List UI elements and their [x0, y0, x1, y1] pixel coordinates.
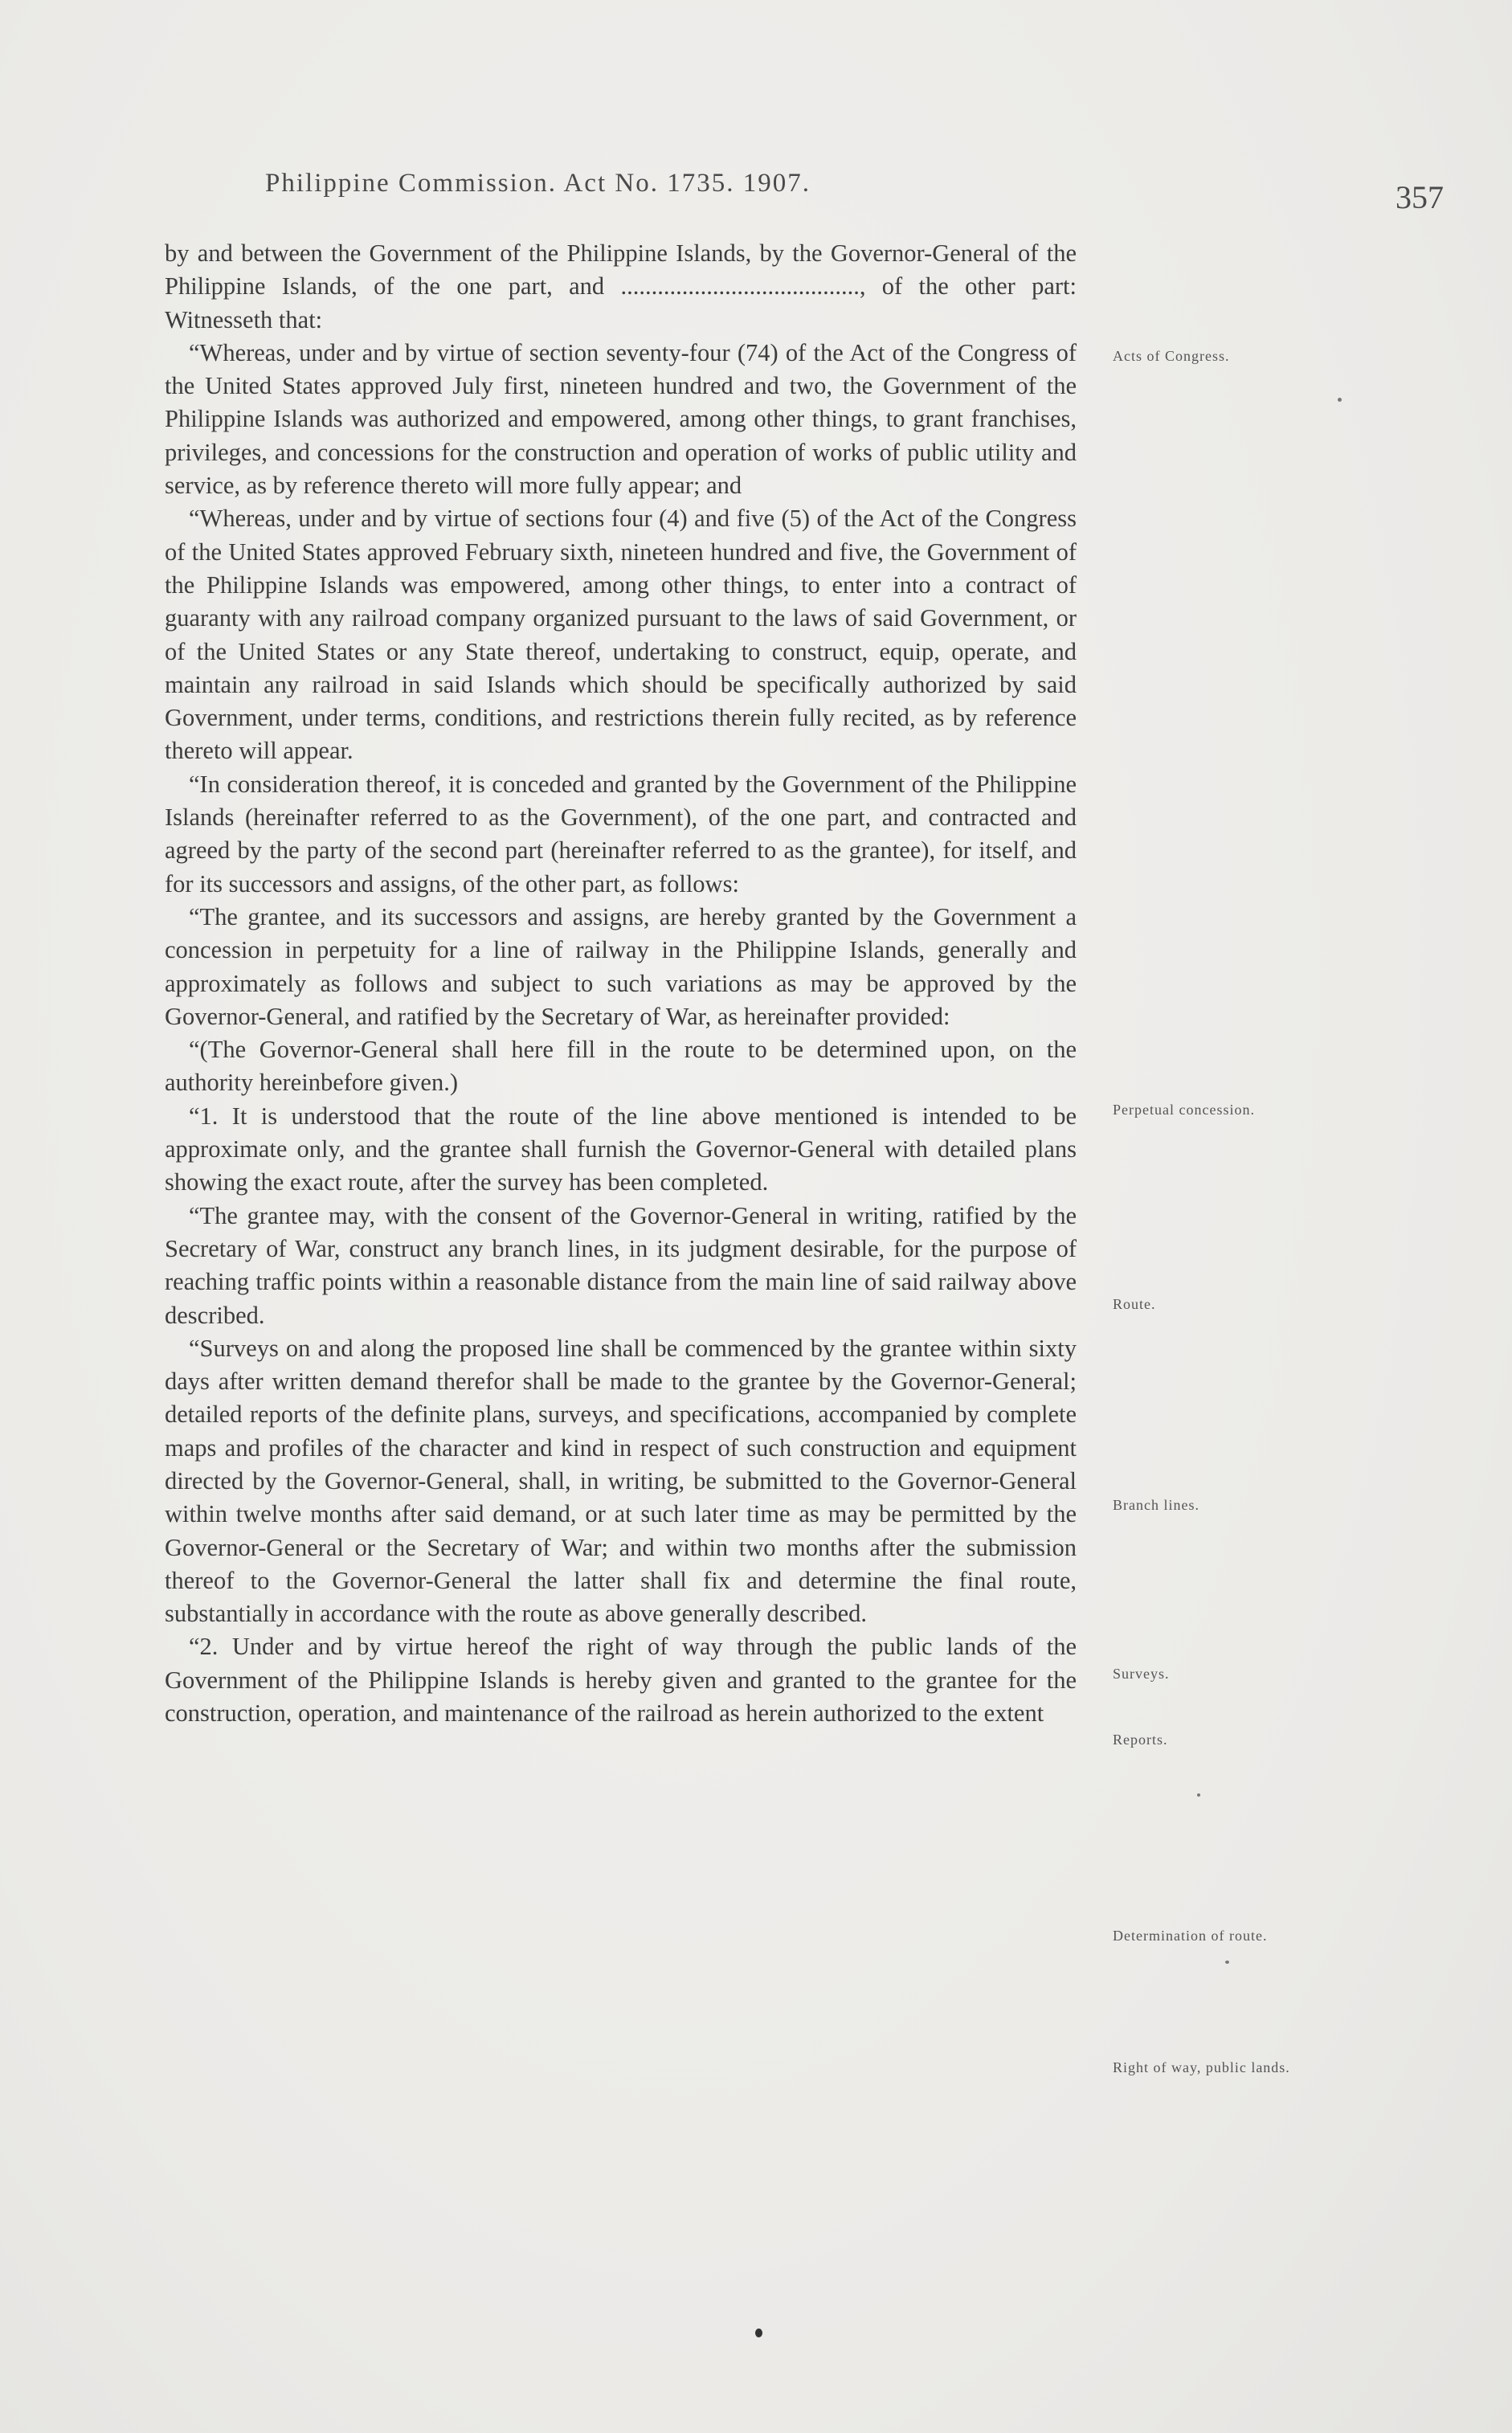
running-head: Philippine Commission. Act No. 1735. 1907. [265, 169, 811, 198]
paragraph-perpetual-concession: “The grantee, and its successors and assigns, are hereby granted by the Government a concession in perpetuity for a line of railway in the Philippine Islands, generally and approximately as follows and subject to such variations as may be approved by the Governor-General, and ratified by the Secretary of War, as hereinafter provided: [165, 902, 1077, 1030]
sidenote-acts-of-congress: Acts of Congress. [1113, 348, 1230, 364]
paragraph-section-1: “1. It is understood that the route of the line above mentioned is intended to be approximate only, and the grantee shall furnish the Governor-General with detailed plans showing the exact route, after the survey has been completed. [165, 1102, 1077, 1196]
paragraph-whereas-1: “Whereas, under and by virtue of section seventy-four (74) of the Act of the Congress of the United States approved July first, nineteen hundred and two, the Government of the Philippine Islands was authorized and empowered, among other things, to grant franchises, privileges, and concessions for the construction and operation of works of public utility and service, as by reference thereto will more fully appear; and [165, 338, 1077, 500]
body-text [165, 237, 1077, 1730]
print-speck [1225, 1961, 1229, 1964]
paragraph-branch-lines: “The grantee may, with the consent of the Governor-General in writing, ratified by the Secretary of War, construct any branch lines, in its judgment desirable, for the purpose of reaching traffic points within a reasonable distance from the main line of said railway above described. [165, 1201, 1077, 1329]
sidenote-perpetual-concession: Perpetual concession. [1113, 1102, 1255, 1118]
paragraph-route: “(The Governor-General shall here fill in the route to be determined upon, on the authority hereinbefore given.) [165, 1036, 1077, 1097]
sidenote-surveys: Surveys. [1113, 1666, 1170, 1682]
sidenote-branch-lines: Branch lines. [1113, 1497, 1199, 1513]
sidenote-route: Route. [1113, 1296, 1156, 1312]
sidenote-right-of-way: Right of way, public lands. [1113, 2059, 1290, 2075]
paragraph-consideration: “In consideration thereof, it is conceded and granted by the Government of the Philippine Islands (hereinafter referred to as the Government), of the one part, and contracted and agreed by the party of the second part (hereinafter referred to as the grantee), for itself, and for its successors and assigns, of the other part, as follows: [165, 770, 1077, 898]
print-speck [1197, 1793, 1200, 1797]
paragraph-whereas-2: “Whereas, under and by virtue of sections four (4) and five (5) of the Act of the Congress of the United States approved February sixth, nineteen hundred and five, the Government of the Philippine Islands was empowered, among other things, to enter into a contract of guaranty with any railroad company organized pursuant to the laws of said Government, or of the United States or any State thereof, undertaking to construct, equip, operate, and maintain any railroad in said Islands which should be specifically authorized by said Government, under terms, conditions, and restrictions therein fully recited, as by reference thereto will appear. [165, 505, 1077, 765]
sidenote-reports: Reports. [1113, 1732, 1168, 1748]
paragraph-opening: by and between the Government of the Philippine Islands, by the Governor-General of the Philippine Islands, of the one part, and ......................................., of the other part: Witnesseth that: [165, 239, 1077, 333]
paragraph-surveys: “Surveys on and along the proposed line shall be commenced by the grantee within sixty days after written demand therefor shall be made to the grantee by the Governor-General; detailed reports of the definite plans, surveys, and specifications, accompanied by complete maps and profiles of the character and kind in respect of such construction and equipment directed by the Governor-General, shall, in writing, be submitted to the Governor-General within twelve months after said demand, or at such later time as may be permitted by the Governor-General or the Secretary of War; and within two months after the submission thereof to the Governor-General the latter shall fix and determine the final route, substantially in accordance with the route as above generally described. [165, 1334, 1077, 1628]
print-speck [1338, 398, 1342, 402]
paragraph-section-2: “2. Under and by virtue hereof the right of way through the public lands of the Government of the Philippine Islands is hereby given and granted to the grantee for the construction, operation, and maintenance of the railroad as herein authorized to the extent [165, 1633, 1077, 1728]
page-number: 357 [1396, 179, 1444, 215]
print-speck [755, 2329, 762, 2337]
sidenote-determination-of-route: Determination of route. [1113, 1928, 1268, 1944]
